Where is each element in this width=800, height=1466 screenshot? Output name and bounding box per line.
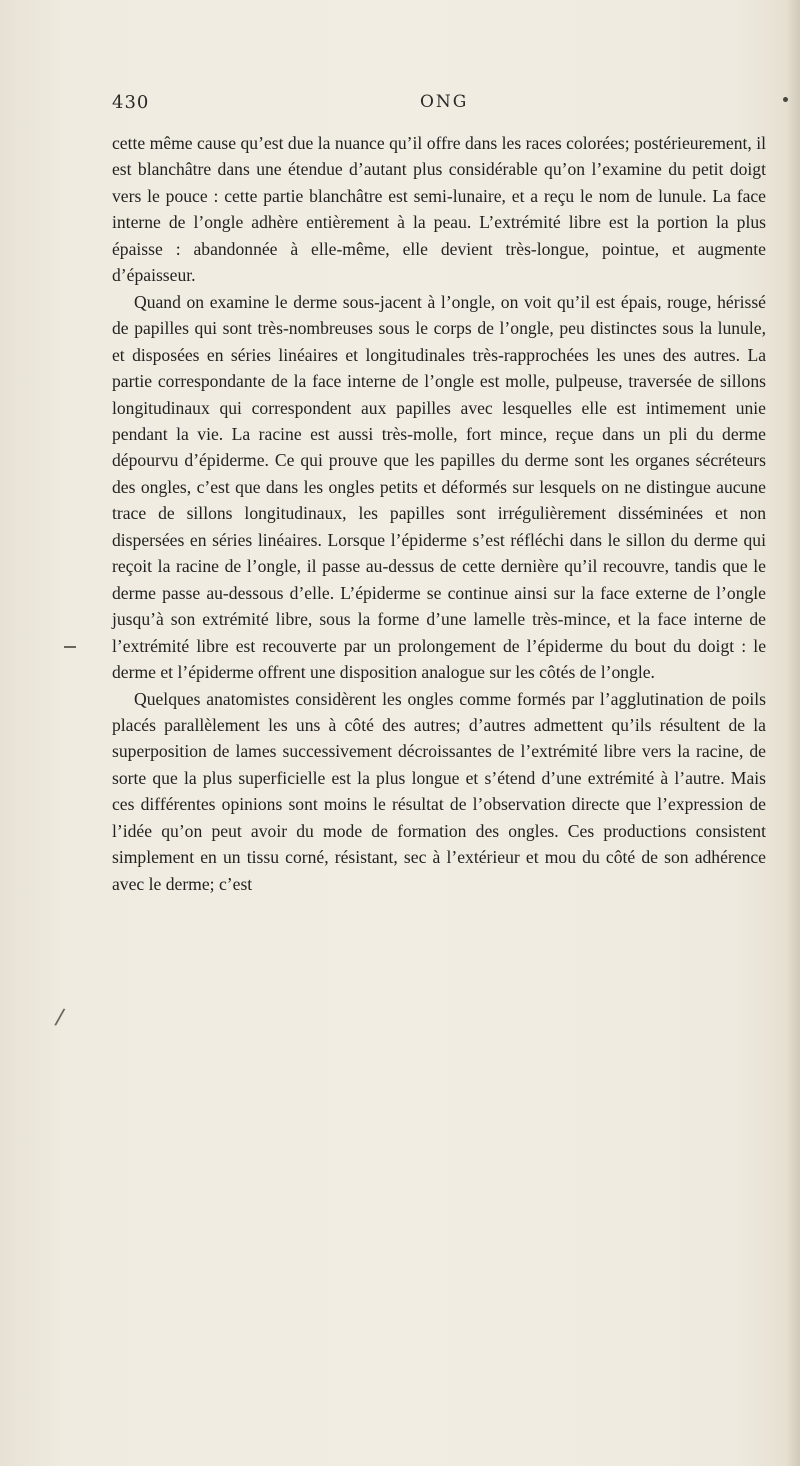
page-number: 430 <box>112 92 150 113</box>
margin-slash-mark: / <box>53 1004 66 1031</box>
page-header <box>112 92 766 122</box>
paragraph-continuation: cette même cause qu’est due la nuance qu’il offre dans les races colorées; postérieurement, il est blanchâtre dans une étendue d’autant plus considérable qu’on l’examine du petit doigt vers le pouce : cette partie blanchâtre est semi-lunaire, et a reçu le nom de lunule. La face interne de l’ongle adhère entièrement à la peau. L’extrémité libre est la portion la plus épaisse : abandonnée à elle-même, elle devient très-longue, pointue, et augmente d’épaisseur. <box>112 133 766 286</box>
running-head: ONG <box>420 92 469 112</box>
body-text <box>112 130 766 897</box>
paragraph-derme: Quand on examine le derme sous-jacent à l’ongle, on voit qu’il est épais, rouge, hérissé de papilles qui sont très-nombreuses sous le corps de l’ongle, peu distinctes sous la lunule, et disposées en séries linéaires et longitudinales très-rapprochées les unes des autres. La partie correspondante de la face interne de l’ongle est molle, pulpeuse, traversée de sillons longitudinaux qui correspondent aux papilles avec lesquelles elle est intimement unie pendant la vie. La racine est aussi très-molle, fort mince, reçue dans un pli du derme dépourvu d’épiderme. Ce qui prouve que les papilles du derme sont les organes sécréteurs des ongles, c’est que dans les ongles petits et déformés sur lesquels on ne distingue aucune trace de sillons longitudinaux, les papilles sont irrégulièrement disséminées et non dispersées en séries linéaires. Lorsque l’épiderme s’est réfléchi dans le sillon du derme qui reçoit la racine de l’ongle, il passe au-dessus de cette dernière qu’il recouvre, tandis que le derme passe au-dessous d’elle. L’épiderme se continue ainsi sur la face externe de l’ongle jusqu’à son extrémité libre, sous la forme d’une lamelle très-mince, et la face interne de l’extrémité libre est recouverte par un prolongement de l’épiderme du bout du doigt : le derme et l’épiderme offrent une disposition analogue sur les côtés de l’ongle. <box>112 291 766 683</box>
paragraph-anatomistes: Quelques anatomistes considèrent les ongles comme formés par l’agglutination de poils placés parallèlement les uns à côté des autres; d’autres admettent qu’ils résultent de la superposition de lames successivement décroissantes de l’extrémité libre vers la racine, de sorte que la plus superficielle est la plus longue et s’étend d’une extrémité à l’autre. Mais ces différentes opinions sont moins le résultat de l’observation directe que l’expression de l’idée qu’on peut avoir du mode de formation des ongles. Ces productions consistent simplement en un tissu corné, résistant, sec à l’extérieur et mou du côté de son adhérence avec le derme; c’est <box>112 688 766 894</box>
margin-dash-mark <box>64 646 76 648</box>
page-edge-shadow <box>786 0 800 1466</box>
